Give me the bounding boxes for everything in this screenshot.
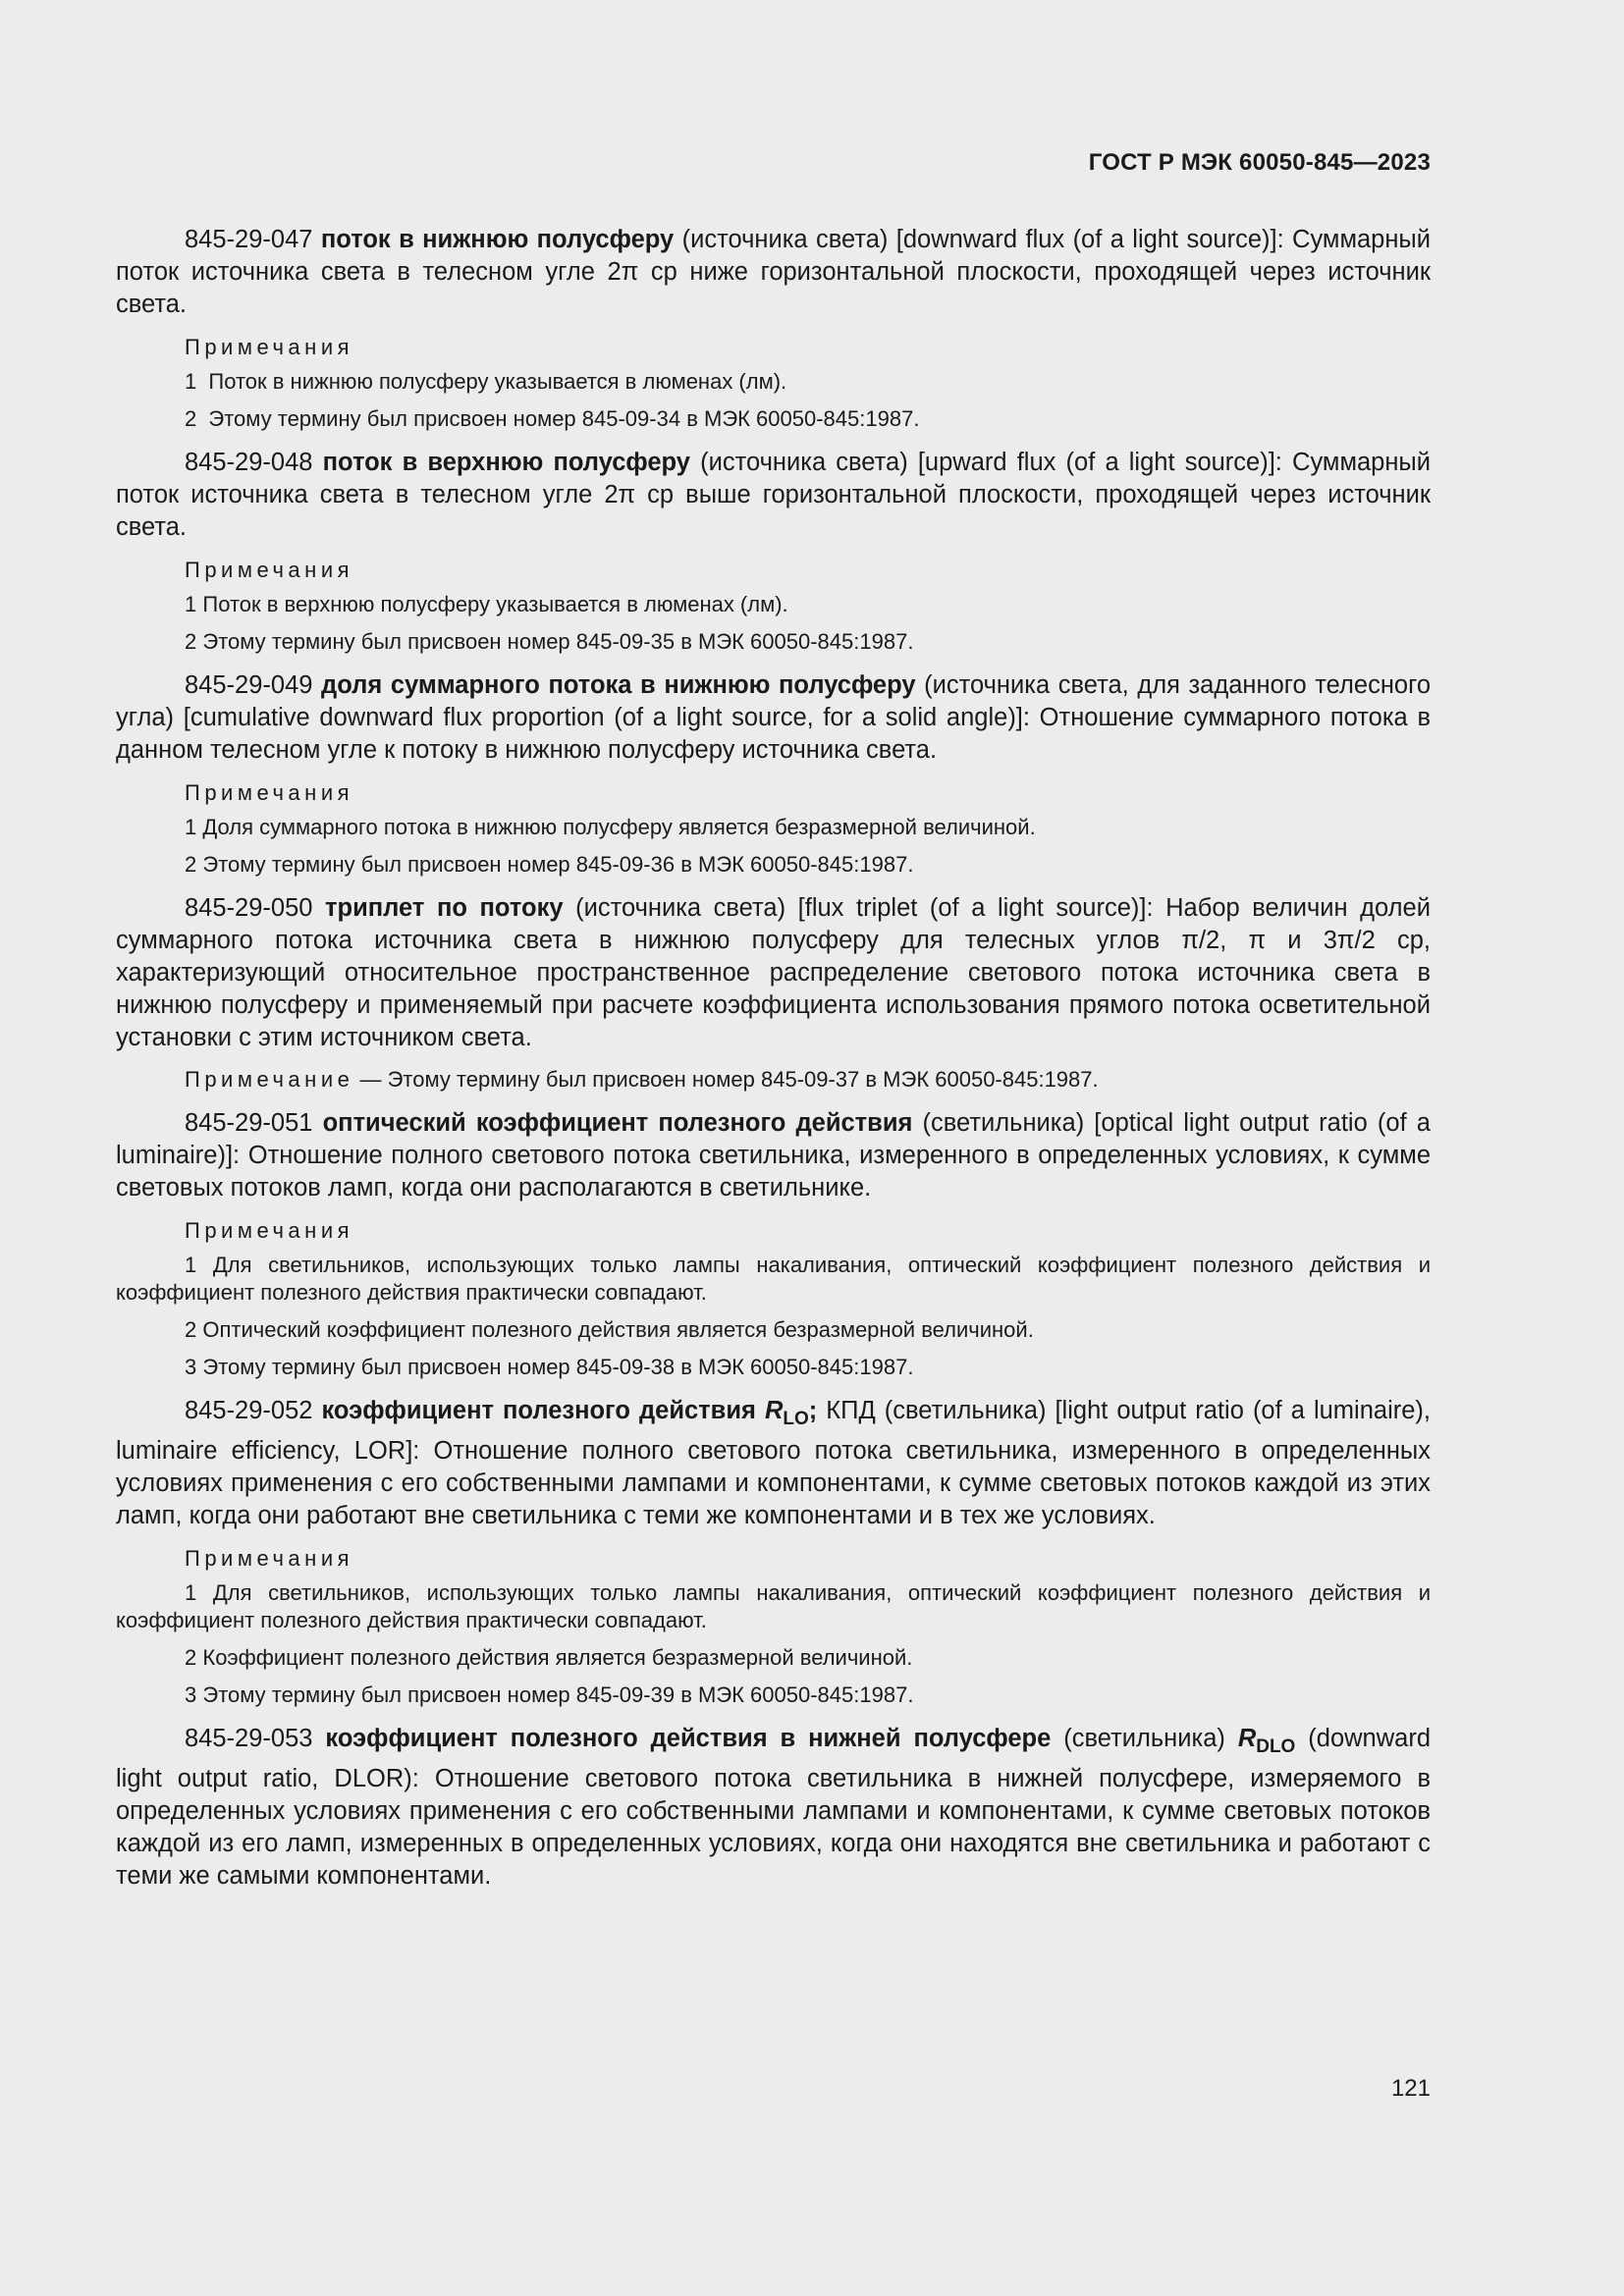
term-entry bbox=[116, 224, 1431, 433]
note-item bbox=[116, 591, 1431, 618]
term-entry bbox=[116, 1107, 1431, 1381]
term-definition bbox=[116, 1107, 1431, 1204]
note-item bbox=[116, 814, 1431, 841]
term-number: 845-29-051 bbox=[185, 1109, 313, 1137]
symbol-subscript: LO bbox=[783, 1409, 809, 1430]
term-name: доля суммарного потока в нижнюю полусферу bbox=[321, 671, 916, 699]
term-text: (источника света) [downward flux (of a light source)]: Суммарный поток источника света в телесном угле 2π ср ниже горизонтальной плоскости, проходящей через источник света. bbox=[116, 226, 1432, 318]
note-text: Поток в верхнюю полусферу указывается в люменах (лм). bbox=[202, 592, 788, 616]
note-number: 3 bbox=[185, 1355, 197, 1379]
note-item bbox=[116, 405, 1431, 433]
term-name: коэффициент полезного действия bbox=[321, 1397, 756, 1424]
note-item bbox=[116, 851, 1431, 879]
note-number: 2 bbox=[185, 1317, 197, 1342]
term-name: поток в нижнюю полусферу bbox=[320, 226, 675, 253]
note-text: Коэффициент полезного действия является безразмерной величиной. bbox=[202, 1645, 913, 1671]
term-entry bbox=[116, 1395, 1431, 1709]
note-number: 3 bbox=[185, 1682, 197, 1708]
term-name: триплет по потоку bbox=[325, 894, 564, 922]
term-number: 845-29-050 bbox=[185, 894, 313, 922]
note-text: Доля суммарного потока в нижнюю полусферу является безразмерной величиной. bbox=[202, 815, 1036, 839]
term-symbol bbox=[1237, 1725, 1296, 1758]
note-item bbox=[116, 1316, 1431, 1344]
note-text: Этому термину был присвоен номер 845-09-34 в МЭК 60050-845:1987. bbox=[208, 406, 920, 431]
document-header: ГОСТ Р МЭК 60050-845—2023 bbox=[1088, 149, 1431, 176]
note-number: 1 bbox=[185, 369, 197, 394]
note-text: Для светильников, использующих только лампы накаливания, оптический коэффициент полезного действия и коэффициент полезного действия практически совпадают. bbox=[116, 1580, 1431, 1633]
notes-heading: Примечания bbox=[185, 1546, 354, 1572]
term-entry bbox=[116, 669, 1431, 879]
term-definition bbox=[116, 1395, 1431, 1532]
note-number: 1 bbox=[185, 1580, 197, 1606]
term-definition bbox=[116, 224, 1431, 321]
note-item bbox=[116, 1354, 1431, 1381]
term-entry bbox=[116, 1723, 1431, 1893]
term-number: 845-29-048 bbox=[185, 449, 313, 476]
term-definition bbox=[116, 669, 1431, 767]
term-qualifier: (светильника) bbox=[1051, 1725, 1238, 1753]
term-text: (downward light output ratio, DLOR): Отношение светового потока светильника в нижней полусфере, измеряемого в определенных условиях применения с его собственными лампами и компонентами, к сумме световых потоков каждой из его ламп, измеренных в определенных условиях, когда они находятся вне светильника и работают с теми же самыми компонентами. bbox=[116, 1725, 1431, 1891]
term-entry bbox=[116, 447, 1431, 656]
note-number: 2 bbox=[185, 629, 197, 654]
note-text: Этому термину был присвоен номер 845-09-35 в МЭК 60050-845:1987. bbox=[202, 629, 914, 654]
note-number: 2 bbox=[185, 1645, 197, 1671]
term-text: (источника света, для заданного телесного угла) [cumulative downward flux proportion (of a light source, for a solid angle)]: Отношение суммарного потока в данном телесном угле к потоку в нижнюю полусферу источника света. bbox=[116, 671, 1432, 764]
term-definition bbox=[116, 447, 1431, 544]
note-item bbox=[116, 1682, 1431, 1709]
term-number: 845-29-053 bbox=[185, 1725, 313, 1753]
note-number: 2 bbox=[185, 852, 197, 877]
note-item bbox=[116, 1252, 1431, 1307]
note-text: Этому термину был присвоен номер 845-09-36 в МЭК 60050-845:1987. bbox=[202, 852, 914, 877]
note-item bbox=[116, 1644, 1431, 1672]
page-number: 121 bbox=[1390, 2075, 1431, 2102]
symbol-subscript: DLO bbox=[1256, 1736, 1296, 1758]
notes-heading: Примечания bbox=[185, 780, 354, 805]
note-label: Примечание bbox=[185, 1067, 354, 1092]
note-text: Этому термину был присвоен номер 845-09-38 в МЭК 60050-845:1987. bbox=[202, 1355, 914, 1379]
term-text: КПД (светильника) [light output ratio (of a luminaire), luminaire efficiency, LOR]: Отношение полного светового потока светильника, измеренного в определенных условиях применения с его собственными лампами и компонентами, к сумме световых потоков каждой из этих ламп, когда они работают вне светильника с теми же компонентами и в тех же условиях. bbox=[116, 1397, 1431, 1530]
note-text: Поток в нижнюю полусферу указывается в люменах (лм). bbox=[208, 369, 787, 394]
symbol-letter: R bbox=[764, 1397, 784, 1424]
term-name: поток в верхнюю полусферу bbox=[322, 449, 690, 476]
term-definition bbox=[116, 892, 1431, 1054]
note-item bbox=[116, 1579, 1431, 1634]
note-number: 1 bbox=[185, 815, 197, 839]
term-text: (светильника) [optical light output ratio (of a luminaire)]: Отношение полного светового потока светильника, измеренного в определенных условиях, к сумме световых потоков ламп, когда они располагаются в светильнике. bbox=[116, 1109, 1431, 1201]
term-number: 845-29-049 bbox=[185, 671, 313, 699]
term-definition bbox=[116, 1723, 1431, 1893]
note-number: 1 bbox=[185, 1253, 197, 1277]
notes-heading: Примечания bbox=[185, 335, 354, 359]
note-item bbox=[116, 368, 1431, 396]
term-name: коэффициент полезного действия в нижней полусфере bbox=[325, 1725, 1052, 1753]
term-number: 845-29-052 bbox=[185, 1397, 313, 1424]
note-item bbox=[116, 1066, 1431, 1094]
symbol-letter: R bbox=[1237, 1725, 1257, 1753]
term-number: 845-29-047 bbox=[185, 226, 313, 253]
note-text: — Этому термину был присвоен номер 845-09-37 в МЭК 60050-845:1987. bbox=[353, 1067, 1099, 1092]
term-symbol bbox=[764, 1397, 809, 1430]
term-entry bbox=[116, 892, 1431, 1094]
term-text: (источника света) [flux triplet (of a light source)]: Набор величин долей суммарного потока источника света в нижнюю полусферу для телесных углов π/2, π и 3π/2 ср, характеризующий относительное пространственное распределение светового потока источника света в нижнюю полусферу и применяемый при расчете коэффициента использования прямого потока осветительной установки с этим источником света. bbox=[116, 894, 1431, 1051]
note-text: Оптический коэффициент полезного действия является безразмерной величиной. bbox=[202, 1317, 1034, 1342]
note-text: Для светильников, использующих только лампы накаливания, оптический коэффициент полезного действия и коэффициент полезного действия практически совпадают. bbox=[116, 1253, 1431, 1305]
notes-heading: Примечания bbox=[185, 558, 354, 582]
term-text: (источника света) [upward flux (of a light source)]: Суммарный поток источника света в телесном угле 2π ср выше горизонтальной плоскости, проходящей через источник света. bbox=[116, 449, 1431, 541]
document-body bbox=[116, 224, 1431, 1906]
symbol-separator: ; bbox=[808, 1397, 818, 1424]
notes-heading: Примечания bbox=[185, 1218, 354, 1243]
term-name: оптический коэффициент полезного действия bbox=[322, 1109, 913, 1137]
note-text: Этому термину был присвоен номер 845-09-39 в МЭК 60050-845:1987. bbox=[202, 1682, 914, 1708]
note-number: 1 bbox=[185, 592, 197, 616]
note-number: 2 bbox=[185, 406, 197, 431]
note-item bbox=[116, 628, 1431, 656]
